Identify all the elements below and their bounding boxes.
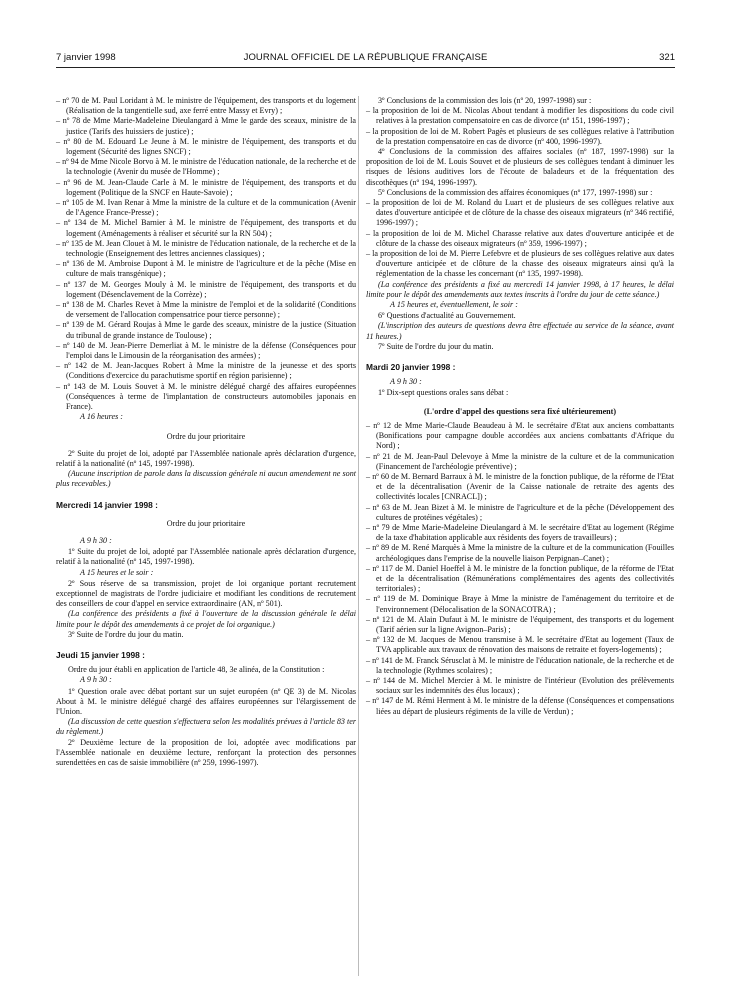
list-item: – nº 70 de M. Paul Loridant à M. le ministre de l'équipement, des transports et du logement (Réalisation de la tangentielle sud, axe ferré entre Massy et Evry) ; — [56, 96, 356, 116]
list-item: – nº 117 de M. Daniel Hoeffel à M. le ministre de la fonction publique, de la réforme de l'Etat et de la décentralisation (Rémunérations complémentaires des agents des collectivités territoriales) ; — [366, 563, 674, 594]
italic-note: (La conférence des présidents a fixé à l'ouverture de la discussion générale le délai limite pour le dépôt des amendements à ce projet de loi organique.) — [56, 609, 356, 629]
date-heading: Mercredi 14 janvier 1998 : — [56, 499, 158, 510]
agenda-paragraph: 6º Questions d'actualité au Gouvernement. — [378, 311, 516, 321]
list-item: – nº 63 de M. Jean Bizet à M. le ministre de l'agriculture et de la pêche (Développement des cultures de protéines végétales) ; — [366, 502, 674, 522]
date-heading: Mardi 20 janvier 1998 : — [366, 362, 456, 373]
list-item: – nº 136 de M. Ambroise Dupont à M. le ministre de l'agriculture et de la pêche (Mise en culture de maïs transgénique) ; — [56, 259, 356, 279]
page-header — [56, 52, 675, 66]
list-item: – nº 96 de M. Jean-Claude Carle à M. le ministre de l'équipement, des transports et du logement (Politique de la SNCF en Haute-Savoie) ; — [56, 177, 356, 197]
list-item: – nº 132 de M. Jacques de Menou transmise à M. le secrétaire d'Etat au logement (Taux de TVA applicable aux travaux de rénovation des maisons de retraite et foyers-logements) ; — [366, 635, 674, 655]
question-list-left — [56, 96, 356, 412]
list-item: – la proposition de loi de M. Michel Charasse relative aux dates d'ouverture anticipée et de clôture de la chasse des oiseaux migrateurs (nº 359, 1996-1997) ; — [366, 228, 674, 248]
list-item: – la proposition de loi de M. Pierre Lefebvre et de plusieurs de ses collègues relative aux dates d'ouverture anticipée et de clôture de la chasse des oiseaux migrateurs ainsi qu'à la réglementation de la chasse les concernant (nº 135, 1997-1998). — [366, 249, 674, 279]
list-item: – nº 142 de M. Jean-Jacques Robert à Mme la ministre de la jeunesse et des sports (Conditions d'exercice du parachutisme sportif en région parisienne) ; — [56, 361, 356, 381]
agenda-paragraph: 1º Question orale avec débat portant sur un sujet européen (nº QE 3) de M. Nicolas About à M. le ministre délégué chargé des affaires européennes sur l'élargissement de l'Union. — [56, 686, 356, 716]
proposal-list-b — [366, 198, 674, 280]
list-item: – nº 139 de M. Gérard Roujas à Mme le garde des sceaux, ministre de la justice (Situation du tribunal de grande instance de Toulouse) ; — [56, 320, 356, 340]
right-column — [366, 96, 674, 717]
agenda-paragraph: 7º Suite de l'ordre du jour du matin. — [378, 341, 494, 351]
agenda-paragraph: 3º Suite de l'ordre du jour du matin. — [68, 629, 184, 639]
list-item: – nº 135 de M. Jean Clouet à M. le ministre de l'éducation nationale, de la recherche et de la technologie (Enseignement des lettres anciennes classiques) ; — [56, 238, 356, 259]
list-item: – la proposition de loi de M. Robert Pagès et plusieurs de ses collègues relative à l'attribution de la prestation compensatoire en cas de divorce (nº 400, 1996-1997). — [366, 126, 674, 146]
section-heading: Ordre du jour prioritaire — [166, 518, 246, 528]
list-item: – nº 94 de Mme Nicole Borvo à M. le ministre de l'éducation nationale, de la recherche et de la technologie (Avenir du musée de l'Homme) ; — [56, 157, 356, 177]
time-heading: A 9 h 30 : — [80, 535, 112, 545]
list-item: – nº 12 de Mme Marie-Claude Beaudeau à M. le secrétaire d'Etat aux anciens combattants (Bonifications pour campagne double accordées aux anciens combattants d'Afrique du Nord) ; — [366, 420, 674, 451]
agenda-paragraph: Ordre du jour établi en application de l'article 48, 3e alinéa, de la Constitution : — [68, 665, 325, 675]
list-item: – nº 21 de M. Jean-Paul Delevoye à Mme la ministre de la culture et de la communication (Financement de l'archéologie préventive) ; — [366, 451, 674, 471]
agenda-paragraph: 5º Conclusions de la commission des affaires économiques (nº 177, 1997-1998) sur : — [378, 187, 653, 197]
list-item: – la proposition de loi de M. Nicolas About tendant à modifier les dispositions du code civil relatives à la prestation compensatoire en cas de divorce (nº 151, 1996-1997) ; — [366, 106, 674, 126]
page-number: 321 — [659, 52, 675, 63]
agenda-paragraph: 1º Dix-sept questions orales sans débat : — [378, 388, 509, 398]
agenda-paragraph: 4º Conclusions de la commission des affaires sociales (nº 187, 1997-1998) sur la proposition de loi de M. Louis Souvet et de plusieurs de ses collègues tendant à diminuer les risques de lésions auditives lors de l'écoute de baladeurs et de la fréquentation des discothèques (nº 194, 1996-1997). — [366, 147, 674, 187]
header-rule — [56, 67, 675, 68]
agenda-paragraph: 2º Sous réserve de sa transmission, projet de loi organique portant recrutement exceptionnel de magistrats de l'ordre judiciaire et modifiant les conditions de recrutement des conseillers de cour d'appel en service extraordinaire (AN, nº 501). — [56, 578, 356, 609]
proposal-list-a — [366, 106, 674, 147]
time-heading: A 15 heures et, éventuellement, le soir : — [390, 300, 518, 310]
left-column — [56, 96, 356, 768]
italic-note: (Aucune inscription de parole dans la discussion générale ni aucun amendement ne sont plus recevables.) — [56, 469, 356, 489]
list-item: – nº 140 de M. Jean-Pierre Demerliat à M. le ministre de la défense (Conséquences pour l'emploi dans le Limousin de la réorganisation des armées) ; — [56, 340, 356, 361]
section-heading: Ordre du jour prioritaire — [166, 431, 246, 441]
agenda-paragraph: 2º Deuxième lecture de la proposition de loi, adoptée avec modifications par l'Assemblée nationale en deuxième lecture, renforçant la protection des personnes surendettées en cas de saisie immobilière (nº 259, 1996-1997). — [56, 737, 356, 767]
list-item: – nº 138 de M. Charles Revet à Mme la ministre de l'emploi et de la solidarité (Conditions de versement de l'allocation compensatrice pour tierce personne) ; — [56, 300, 356, 320]
date-heading: Jeudi 15 janvier 1998 : — [56, 649, 145, 660]
agenda-paragraph: 3º Conclusions de la commission des lois (nº 20, 1997-1998) sur : — [378, 96, 592, 105]
list-item: – nº 80 de M. Edouard Le Jeune à M. le ministre de l'équipement, des transports et du logement (Sécurité des lignes SNCF) ; — [56, 136, 356, 157]
question-list-right — [366, 421, 674, 717]
time-heading: A 9 h 30 : — [390, 377, 422, 387]
list-item: – nº 89 de M. René Marquès à Mme la ministre de la culture et de la communication (Fouilles archéologiques dans l'emprise de la nouvelle liaison Perpignan–Canet) ; — [366, 543, 674, 563]
list-item: – nº 78 de Mme Marie-Madeleine Dieulangard à Mme le garde des sceaux, ministre de la justice (Tarifs des huissiers de justice) ; — [56, 116, 356, 136]
journal-title: JOURNAL OFFICIEL DE LA RÉPUBLIQUE FRANÇAISE — [243, 52, 488, 63]
agenda-paragraph: 2º Suite du projet de loi, adopté par l'Assemblée nationale après déclaration d'urgence, relatif à la nationalité (nº 145, 1997-1998). — [56, 448, 356, 468]
agenda-paragraph: 1º Suite du projet de loi, adopté par l'Assemblée nationale après déclaration d'urgence, relatif à la nationalité (nº 145, 1997-1998). — [56, 547, 356, 567]
italic-note: (L'inscription des auteurs de questions devra être effectuée au service de la séance, avant 11 heures.) — [366, 321, 674, 341]
list-item: – nº 141 de M. Franck Sérusclat à M. le ministre de l'éducation nationale, de la recherche et de la technologie (Rythmes scolaires) ; — [366, 655, 674, 675]
column-divider — [358, 96, 359, 976]
list-item: – nº 147 de M. Rémi Herment à M. le ministre de la défense (Conséquences et compensations liées au départ de plusieurs régiments de la ville de Verdun) ; — [366, 696, 674, 716]
list-item: – nº 60 de M. Bernard Barraux à M. le ministre de la fonction publique, de la réforme de l'Etat et de la décentralisation (Avenir de la Caisse nationale de retraite des agents des collectivités locales [CNRACL]) ; — [366, 471, 674, 502]
list-item: – nº 134 de M. Michel Barnier à M. le ministre de l'équipement, des transports et du logement (Aménagements à réaliser et sécurité sur la RN 504) ; — [56, 218, 356, 238]
list-item: – nº 144 de M. Michel Mercier à M. le ministre de l'intérieur (Evolution des prélèvements sociaux sur les indemnités des élus locaux) ; — [366, 675, 674, 696]
list-item: – nº 119 de M. Dominique Braye à Mme la ministre de l'aménagement du territoire et de l'environnement (Délocalisation de la SONACOTRA) ; — [366, 594, 674, 614]
list-item: – nº 121 de M. Alain Dufaut à M. le ministre de l'équipement, des transports et du logement (Tarif aérien sur la ligne Avignon–Paris) ; — [366, 614, 674, 634]
section-heading: (L'ordre d'appel des questions sera fixé ultérieurement) — [423, 406, 617, 416]
time-heading: A 15 heures et le soir : — [80, 567, 154, 577]
list-item: – la proposition de loi de M. Roland du Luart et de plusieurs de ses collègues relative aux dates d'ouverture anticipée et de clôture de la chasse des oiseaux migrateurs (nº 346 rectifié, 1996-1997) ; — [366, 198, 674, 228]
italic-note: (La conférence des présidents a fixé au mercredi 14 janvier 1998, à 17 heures, le délai limite pour le dépôt des amendements aux textes inscrits à l'ordre du jour de cette séance.) — [366, 279, 674, 299]
time-heading: A 9 h 30 : — [80, 675, 112, 685]
list-item: – nº 79 de Mme Marie-Madeleine Dieulangard à M. le secrétaire d'Etat au logement (Régime de la taxe d'habitation applicable aux résidents des foyers de travailleurs) ; — [366, 522, 674, 543]
time-heading: A 16 heures : — [80, 412, 123, 422]
header-date: 7 janvier 1998 — [56, 52, 116, 63]
list-item: – nº 143 de M. Louis Souvet à M. le ministre délégué chargé des affaires européennes (Conséquences à terme de l'implantation de constructeurs automobiles japonais en France). — [56, 381, 356, 412]
italic-note: (La discussion de cette question s'effectuera selon les modalités prévues à l'article 83 ter du règlement.) — [56, 717, 356, 737]
list-item: – nº 137 de M. Georges Mouly à M. le ministre de l'équipement, des transports et du logement (Désenclavement de la Corrèze) ; — [56, 279, 356, 299]
list-item: – nº 105 de M. Ivan Renar à Mme la ministre de la culture et de la communication (Avenir de l'Agence France-Presse) ; — [56, 198, 356, 218]
